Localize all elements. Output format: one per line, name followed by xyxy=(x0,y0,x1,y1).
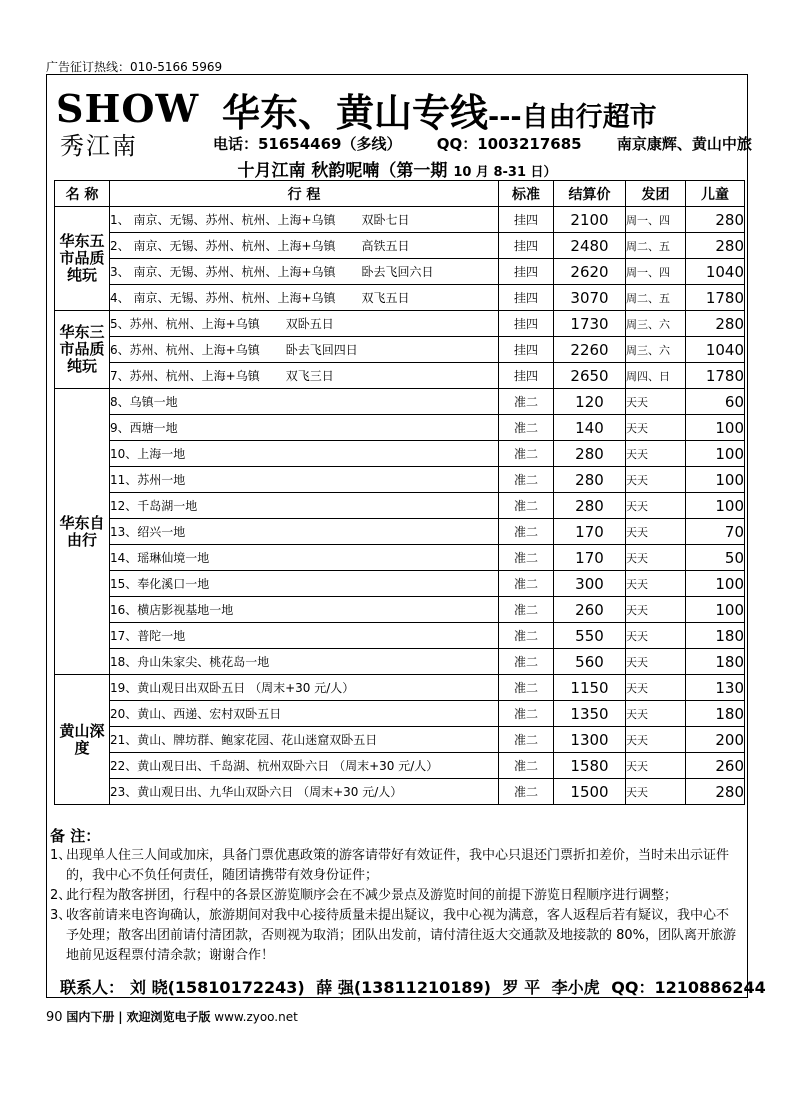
price-cell: 3070 xyxy=(554,285,626,311)
route-text: 2、 南京、无锡、苏州、杭州、上海+乌镇 xyxy=(110,239,336,253)
route-transport: 双卧五日 xyxy=(285,317,334,331)
standard-cell: 挂四 xyxy=(499,363,554,389)
departure-cell: 天天 xyxy=(626,571,686,597)
departure-cell: 天天 xyxy=(626,779,686,805)
table-row xyxy=(55,441,745,467)
note-number: 2、 xyxy=(50,888,72,903)
brand-logo-en: SHOW xyxy=(56,86,200,131)
subtitle-main: 十月江南 秋韵呢喃（第一期 xyxy=(237,161,448,181)
col-header-child: 儿童 xyxy=(686,181,745,207)
child-price-cell: 200 xyxy=(686,727,745,753)
table-row xyxy=(55,727,745,753)
price-cell: 1350 xyxy=(554,701,626,727)
category-east-three-cities: 华东三市品质纯玩 xyxy=(55,311,110,389)
child-price-cell: 280 xyxy=(686,779,745,805)
child-price-cell: 1780 xyxy=(686,285,745,311)
departure-cell: 周一、四 xyxy=(626,207,686,233)
route-text: 3、 南京、无锡、苏州、杭州、上海+乌镇 xyxy=(110,265,336,279)
table-row xyxy=(55,675,745,701)
departure-cell: 天天 xyxy=(626,415,686,441)
price-cell: 2260 xyxy=(554,337,626,363)
route-cell xyxy=(110,441,499,467)
table-row xyxy=(55,545,745,571)
contact-person: 薛 强(13811210189) xyxy=(316,978,491,997)
route-cell xyxy=(110,727,499,753)
route-cell xyxy=(110,233,499,259)
standard-cell: 准二 xyxy=(499,753,554,779)
table-row xyxy=(55,389,745,415)
category-east-five-cities: 华东五市品质纯玩 xyxy=(55,207,110,311)
departure-cell: 天天 xyxy=(626,701,686,727)
child-price-cell: 1040 xyxy=(686,337,745,363)
route-text: 14、瑶琳仙境一地 xyxy=(110,551,210,565)
child-price-cell: 100 xyxy=(686,493,745,519)
table-row xyxy=(55,415,745,441)
header-phone: 电话：51654469（多线） xyxy=(213,135,402,153)
standard-cell: 准二 xyxy=(499,727,554,753)
table-row xyxy=(55,519,745,545)
contact-person: 李小虎 xyxy=(551,978,600,997)
price-cell: 300 xyxy=(554,571,626,597)
standard-cell: 挂四 xyxy=(499,285,554,311)
route-cell xyxy=(110,389,499,415)
standard-cell: 准二 xyxy=(499,415,554,441)
table-row xyxy=(55,285,745,311)
table-row xyxy=(55,493,745,519)
table-row xyxy=(55,649,745,675)
route-text: 8、乌镇一地 xyxy=(110,395,178,409)
contacts-line xyxy=(60,975,772,998)
standard-cell: 准二 xyxy=(499,675,554,701)
child-price-cell: 100 xyxy=(686,415,745,441)
price-cell: 170 xyxy=(554,519,626,545)
child-price-cell: 100 xyxy=(686,467,745,493)
price-cell: 2100 xyxy=(554,207,626,233)
header-contact-line xyxy=(213,133,752,154)
price-cell: 2480 xyxy=(554,233,626,259)
price-cell: 1500 xyxy=(554,779,626,805)
route-text: 19、黄山观日出双卧五日 （周末+30 元/人） xyxy=(110,681,355,695)
route-cell xyxy=(110,337,499,363)
note-text: 此行程为散客拼团，行程中的各景区游览顺序会在不减少景点及游览时间的前提下游览日程顺序进行调整； xyxy=(66,888,678,903)
table-row xyxy=(55,337,745,363)
route-text: 11、苏州一地 xyxy=(110,473,186,487)
departure-cell: 天天 xyxy=(626,675,686,701)
price-cell: 550 xyxy=(554,623,626,649)
note-text: 收客前请来电咨询确认，旅游期间对我中心接待质量未提出疑议，我中心视为满意，客人返程后若有疑议，我中心不予处理；散客出团前请付清团款，否则视为取消；团队出发前，请付清往返大交通款及地接款的 80%，团队离开旅游地前见返程票付清余款；谢谢合作！ xyxy=(66,908,737,963)
departure-cell: 天天 xyxy=(626,623,686,649)
routes-table xyxy=(54,180,745,805)
child-price-cell: 260 xyxy=(686,753,745,779)
standard-cell: 挂四 xyxy=(499,207,554,233)
note-number: 3、 xyxy=(50,908,72,923)
price-cell: 560 xyxy=(554,649,626,675)
child-price-cell: 50 xyxy=(686,545,745,571)
standard-cell: 准二 xyxy=(499,545,554,571)
route-text: 6、苏州、杭州、上海+乌镇 xyxy=(110,343,260,357)
routes-table-body xyxy=(55,207,745,805)
standard-cell: 准二 xyxy=(499,649,554,675)
note-number: 1、 xyxy=(50,848,72,863)
standard-cell: 挂四 xyxy=(499,259,554,285)
standard-cell: 准二 xyxy=(499,493,554,519)
contacts-label: 联系人： xyxy=(60,978,125,997)
child-price-cell: 180 xyxy=(686,623,745,649)
standard-cell: 挂四 xyxy=(499,311,554,337)
route-transport: 卧去飞回四日 xyxy=(285,343,358,357)
note-item xyxy=(50,906,740,966)
title-main: 华东、黄山专线 xyxy=(222,91,489,135)
departure-cell: 天天 xyxy=(626,545,686,571)
header-partners: 南京康辉、黄山中旅 xyxy=(616,135,752,153)
route-cell xyxy=(110,701,499,727)
footer-slogan: 欢迎浏览电子版 xyxy=(126,1010,211,1024)
route-cell xyxy=(110,311,499,337)
route-cell xyxy=(110,519,499,545)
route-transport: 双卧七日 xyxy=(361,213,410,227)
footer-separator: | xyxy=(118,1010,123,1024)
price-cell: 2620 xyxy=(554,259,626,285)
route-text: 5、苏州、杭州、上海+乌镇 xyxy=(110,317,260,331)
table-row xyxy=(55,597,745,623)
table-row xyxy=(55,233,745,259)
child-price-cell: 100 xyxy=(686,571,745,597)
table-row xyxy=(55,571,745,597)
departure-cell: 天天 xyxy=(626,649,686,675)
price-cell: 280 xyxy=(554,441,626,467)
departure-cell: 天天 xyxy=(626,519,686,545)
child-price-cell: 280 xyxy=(686,311,745,337)
departure-cell: 天天 xyxy=(626,441,686,467)
note-text: 出现单人住三人间或加床，具备门票优惠政策的游客请带好有效证件，我中心只退还门票折扣差价，当时未出示证件的，我中心不负任何责任，随团请携带有效身份证件； xyxy=(66,848,730,883)
route-text: 10、上海一地 xyxy=(110,447,186,461)
standard-cell: 准二 xyxy=(499,519,554,545)
category-huangshan-depth: 黄山深度 xyxy=(55,675,110,805)
page-title xyxy=(222,82,657,137)
route-text: 16、横店影视基地一地 xyxy=(110,603,234,617)
route-text: 4、 南京、无锡、苏州、杭州、上海+乌镇 xyxy=(110,291,336,305)
table-row xyxy=(55,259,745,285)
route-cell xyxy=(110,623,499,649)
departure-cell: 天天 xyxy=(626,753,686,779)
price-cell: 1730 xyxy=(554,311,626,337)
route-text: 20、黄山、西递、宏村双卧五日 xyxy=(110,707,282,721)
route-text: 1、 南京、无锡、苏州、杭州、上海+乌镇 xyxy=(110,213,336,227)
route-text: 18、舟山朱家尖、桃花岛一地 xyxy=(110,655,270,669)
route-text: 23、黄山观日出、九华山双卧六日 （周末+30 元/人） xyxy=(110,785,403,799)
brand-logo-cn: 秀江南 xyxy=(60,132,138,160)
price-cell: 140 xyxy=(554,415,626,441)
child-price-cell: 100 xyxy=(686,441,745,467)
route-cell xyxy=(110,649,499,675)
route-cell xyxy=(110,597,499,623)
departure-cell: 周三、六 xyxy=(626,311,686,337)
table-row xyxy=(55,779,745,805)
price-cell: 2650 xyxy=(554,363,626,389)
price-cell: 170 xyxy=(554,545,626,571)
route-cell xyxy=(110,779,499,805)
standard-cell: 挂四 xyxy=(499,337,554,363)
notes-title: 备 注： xyxy=(50,827,101,845)
child-price-cell: 280 xyxy=(686,207,745,233)
departure-cell: 周三、六 xyxy=(626,337,686,363)
departure-cell: 天天 xyxy=(626,467,686,493)
child-price-cell: 180 xyxy=(686,701,745,727)
child-price-cell: 280 xyxy=(686,233,745,259)
route-cell xyxy=(110,285,499,311)
child-price-cell: 100 xyxy=(686,597,745,623)
contact-qq: QQ：1210886244 xyxy=(611,978,766,997)
route-text: 15、奉化溪口一地 xyxy=(110,577,210,591)
category-east-free-travel: 华东自由行 xyxy=(55,389,110,675)
departure-cell: 天天 xyxy=(626,727,686,753)
notes-section xyxy=(50,826,740,966)
route-cell xyxy=(110,467,499,493)
route-transport: 双飞三日 xyxy=(285,369,334,383)
route-cell xyxy=(110,259,499,285)
page-footer xyxy=(46,1008,298,1025)
standard-cell: 准二 xyxy=(499,467,554,493)
departure-cell: 天天 xyxy=(626,389,686,415)
note-item xyxy=(50,886,740,906)
standard-cell: 准二 xyxy=(499,389,554,415)
route-text: 12、千岛湖一地 xyxy=(110,499,198,513)
departure-cell: 周一、四 xyxy=(626,259,686,285)
departure-cell: 天天 xyxy=(626,597,686,623)
table-row xyxy=(55,207,745,233)
route-cell xyxy=(110,675,499,701)
price-cell: 260 xyxy=(554,597,626,623)
col-header-departure: 发团 xyxy=(626,181,686,207)
table-header-row xyxy=(55,181,745,207)
price-cell: 120 xyxy=(554,389,626,415)
child-price-cell: 70 xyxy=(686,519,745,545)
child-price-cell: 1040 xyxy=(686,259,745,285)
price-cell: 1300 xyxy=(554,727,626,753)
issue-subtitle xyxy=(54,156,740,181)
table-row xyxy=(55,753,745,779)
departure-cell: 天天 xyxy=(626,493,686,519)
standard-cell: 准二 xyxy=(499,779,554,805)
standard-cell: 挂四 xyxy=(499,233,554,259)
route-transport: 双飞五日 xyxy=(361,291,410,305)
route-text: 21、黄山、牌坊群、鲍家花园、花山迷窟双卧五日 xyxy=(110,733,378,747)
price-cell: 1150 xyxy=(554,675,626,701)
price-cell: 280 xyxy=(554,493,626,519)
table-row xyxy=(55,701,745,727)
contact-person: 罗 平 xyxy=(502,978,541,997)
route-text: 7、苏州、杭州、上海+乌镇 xyxy=(110,369,260,383)
child-price-cell: 180 xyxy=(686,649,745,675)
route-text: 9、西塘一地 xyxy=(110,421,178,435)
col-header-price: 结算价 xyxy=(554,181,626,207)
standard-cell: 准二 xyxy=(499,441,554,467)
departure-cell: 周四、日 xyxy=(626,363,686,389)
footer-url: www.zyoo.net xyxy=(214,1010,298,1024)
price-cell: 1580 xyxy=(554,753,626,779)
route-cell xyxy=(110,545,499,571)
child-price-cell: 60 xyxy=(686,389,745,415)
departure-cell: 周二、五 xyxy=(626,285,686,311)
child-price-cell: 1780 xyxy=(686,363,745,389)
footer-section: 国内下册 xyxy=(66,1010,115,1024)
route-cell xyxy=(110,207,499,233)
standard-cell: 准二 xyxy=(499,701,554,727)
route-cell xyxy=(110,493,499,519)
table-row xyxy=(55,623,745,649)
standard-cell: 准二 xyxy=(499,571,554,597)
route-cell xyxy=(110,415,499,441)
price-cell: 280 xyxy=(554,467,626,493)
table-row xyxy=(55,363,745,389)
subtitle-period: 10 月 8-31 日） xyxy=(453,165,557,180)
ad-hotline: 广告征订热线：010-5166 5969 xyxy=(46,60,223,74)
table-row xyxy=(55,311,745,337)
route-cell xyxy=(110,363,499,389)
contact-person: 刘 晓(15810172243) xyxy=(130,978,305,997)
note-item xyxy=(50,846,740,886)
route-text: 17、普陀一地 xyxy=(110,629,186,643)
standard-cell: 准二 xyxy=(499,597,554,623)
child-price-cell: 130 xyxy=(686,675,745,701)
header-qq: QQ：1003217685 xyxy=(436,135,582,153)
col-header-route: 行 程 xyxy=(110,181,499,207)
title-sub: ---自由行超市 xyxy=(488,102,657,133)
route-cell xyxy=(110,571,499,597)
col-header-standard: 标准 xyxy=(499,181,554,207)
page-number: 90 xyxy=(46,1010,63,1025)
standard-cell: 准二 xyxy=(499,623,554,649)
col-header-name: 名 称 xyxy=(55,181,110,207)
route-text: 22、黄山观日出、千岛湖、杭州双卧六日 （周末+30 元/人） xyxy=(110,759,439,773)
route-text: 13、绍兴一地 xyxy=(110,525,186,539)
departure-cell: 周二、五 xyxy=(626,233,686,259)
route-transport: 卧去飞回六日 xyxy=(361,265,434,279)
table-row xyxy=(55,467,745,493)
route-cell xyxy=(110,753,499,779)
route-transport: 高铁五日 xyxy=(361,239,410,253)
